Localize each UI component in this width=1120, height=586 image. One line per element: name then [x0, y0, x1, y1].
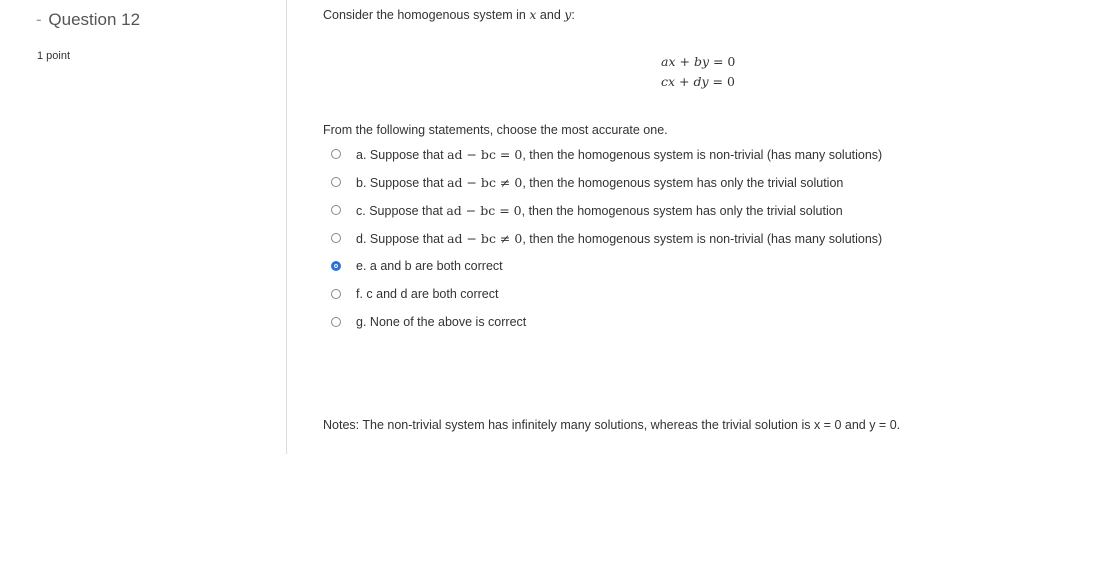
answer-option-label: g. None of the above is correct [356, 315, 527, 329]
answer-option-c[interactable] [331, 196, 1091, 224]
answer-option-e[interactable] [331, 252, 1091, 280]
radio-button-e-selected[interactable] [331, 261, 341, 271]
question-info-panel [0, 0, 287, 454]
answer-option-label: d. Suppose that ad − bc ≠ 0, then the homogenous system is non-trivial (has many solutions) [356, 230, 883, 246]
equation-system [661, 52, 735, 92]
radio-button-d[interactable] [331, 233, 341, 243]
intro-var-x: x [529, 7, 537, 22]
answer-option-g[interactable] [331, 308, 1091, 336]
answer-options [331, 140, 1091, 336]
question-prompt: From the following statements, choose the most accurate one. [323, 123, 668, 137]
intro-text-before: Consider the homogenous system in [323, 8, 530, 22]
question-points: 1 point [37, 50, 71, 62]
intro-text-after: : [571, 8, 575, 22]
answer-option-label: a. Suppose that ad − bc = 0, then the homogenous system is non-trivial (has many solutions) [356, 146, 883, 162]
intro-text-and: and [536, 8, 565, 22]
answer-option-a[interactable] [331, 140, 1091, 168]
question-intro [323, 7, 575, 22]
intro-var-y: y [564, 7, 572, 22]
collapse-dash-icon[interactable]: - [36, 10, 42, 29]
answer-option-label: b. Suppose that ad − bc ≠ 0, then the homogenous system has only the trivial solution [356, 174, 844, 190]
answer-option-label: f. c and d are both correct [356, 287, 499, 301]
answer-option-b[interactable] [331, 168, 1091, 196]
radio-button-a[interactable] [331, 149, 341, 159]
equation-2: cx + dy = 0 [661, 74, 735, 89]
question-notes: Notes: The non-trivial system has infinitely many solutions, whereas the trivial solution is x = 0 and y = 0. [323, 418, 901, 432]
answer-option-d[interactable] [331, 224, 1091, 252]
radio-button-g[interactable] [331, 317, 341, 327]
answer-option-label: e. a and b are both correct [356, 259, 503, 273]
question-number: Question 12 [48, 10, 141, 29]
answer-option-f[interactable] [331, 280, 1091, 308]
question-title [36, 10, 140, 30]
radio-button-c[interactable] [331, 205, 341, 215]
radio-button-b[interactable] [331, 177, 341, 187]
radio-button-f[interactable] [331, 289, 341, 299]
equation-1: ax + by = 0 [661, 54, 736, 69]
answer-option-label: c. Suppose that ad − bc = 0, then the homogenous system has only the trivial solution [356, 202, 843, 218]
question-body [323, 0, 1103, 460]
